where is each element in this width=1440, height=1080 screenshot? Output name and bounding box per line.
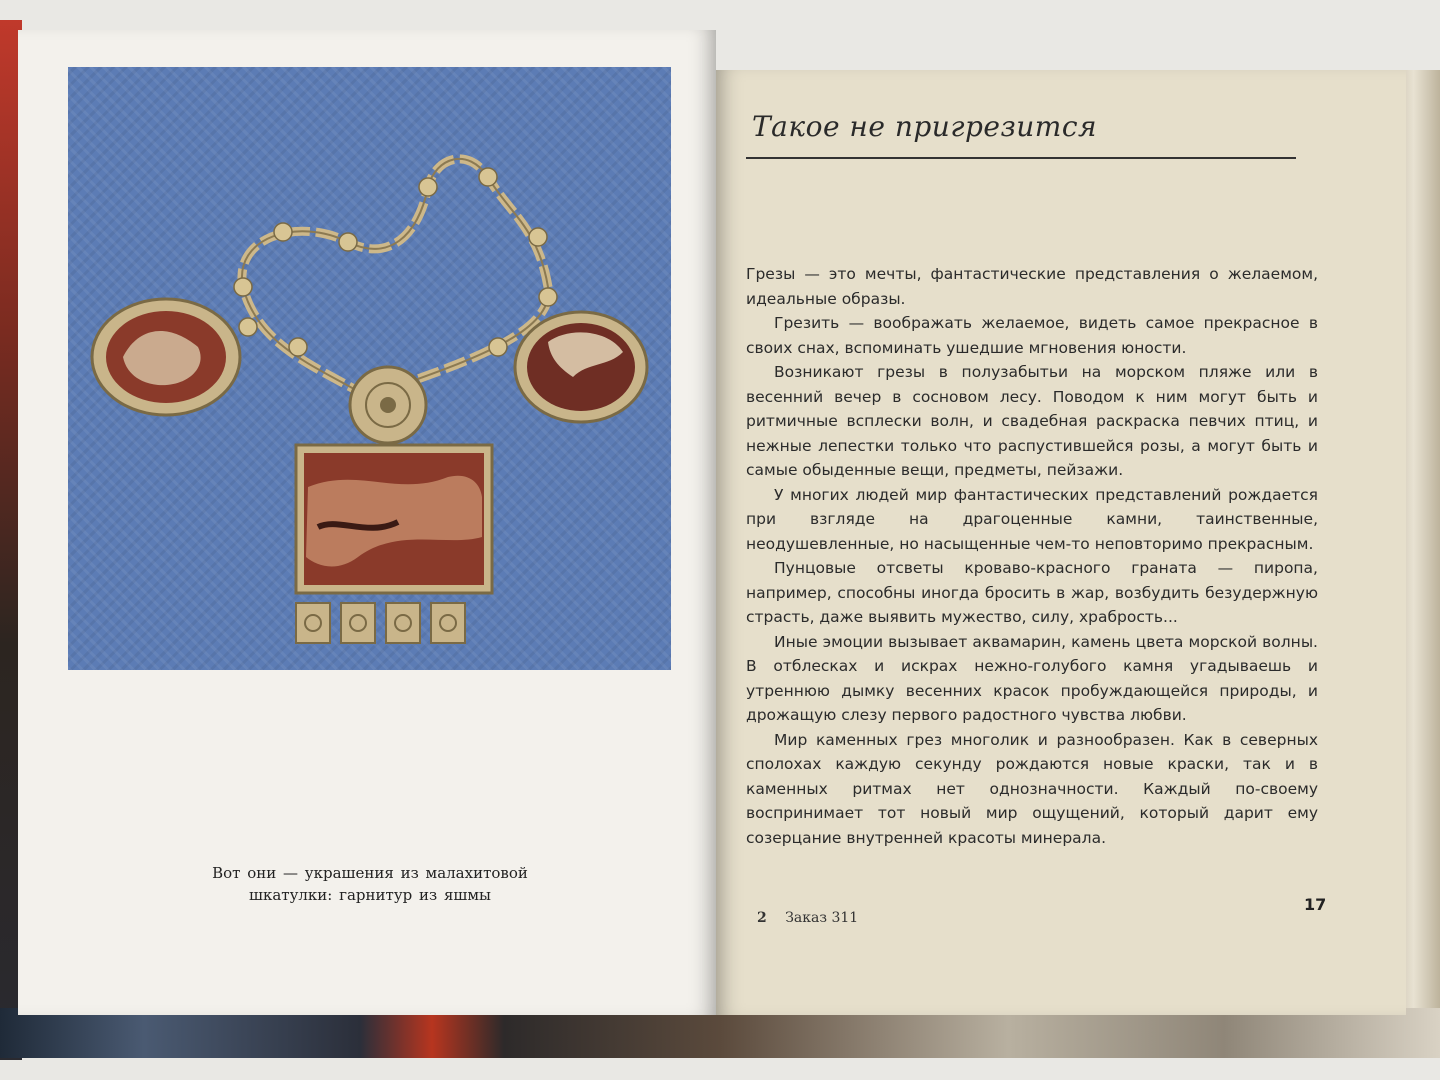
printer-signature	[757, 910, 858, 926]
paragraph-3: Возникают грезы в полузабытьи на морском пляже или в весенний вечер в сосновом лесу. Поводом к ним могут быть и ритмичные всплески волн, и свадебная раскраска певчих птиц, и нежные лепестки только что распустившейся розы, а могут быть и самые обыденные вещи, предметы, пейзажи.	[746, 363, 1318, 479]
paragraph-4: У многих людей мир фантастических представлений рождается при взгляде на драгоценные камни, таинственные, неодушевленные, но насыщенные чем-то неповторимо прекрасным.	[746, 485, 1318, 553]
paragraph-2: Грезить — воображать желаемое, видеть самое прекрасное в своих снах, вспоминать ушедшие мгновения юности.	[746, 314, 1318, 357]
body-text	[746, 262, 1318, 850]
jasper-jewelry-set-image	[68, 67, 671, 670]
chapter-title: Такое не пригрезится	[752, 110, 1098, 143]
paragraph-7: Мир каменных грез многолик и разнообразен. Как в северных сполохах каждую секунду рождаются новые краски, так и в каменных ритмах нет однозначности. Каждый по-своему воспринимает тот новый мир ощущений, который дарит ему созерцание внутренней красоты минерала.	[746, 730, 1318, 847]
book-cover-bottom-edge	[0, 1008, 1440, 1058]
signature-text: Заказ 311	[785, 910, 859, 926]
photo-caption	[150, 862, 590, 906]
caption-line-1: Вот они — украшения из малахитовой	[212, 864, 528, 882]
signature-number: 2	[757, 910, 767, 926]
paragraph-5: Пунцовые отсветы кроваво-красного граната — пиропа, например, способны иногда бросить в жар, возбудить безудержную страсть, даже выявить мужество, силу, храбрость...	[746, 559, 1318, 626]
page-number: 17	[1304, 895, 1327, 914]
jewelry-photo	[68, 67, 671, 670]
paragraph-1: Грезы — это мечты, фантастические представления о желаемом, идеальные образы.	[746, 265, 1318, 308]
paragraph-6: Иные эмоции вызывает аквамарин, камень цвета морской волны. В отблесках и искрах нежно-голубого камня угадываешь и утреннюю дымку весенних красок пробуждающейся природы, и дрожащую слезу первого радостного чувства любви.	[746, 632, 1318, 724]
caption-line-2: шкатулки: гарнитур из яшмы	[249, 886, 491, 904]
title-underline	[746, 157, 1296, 159]
